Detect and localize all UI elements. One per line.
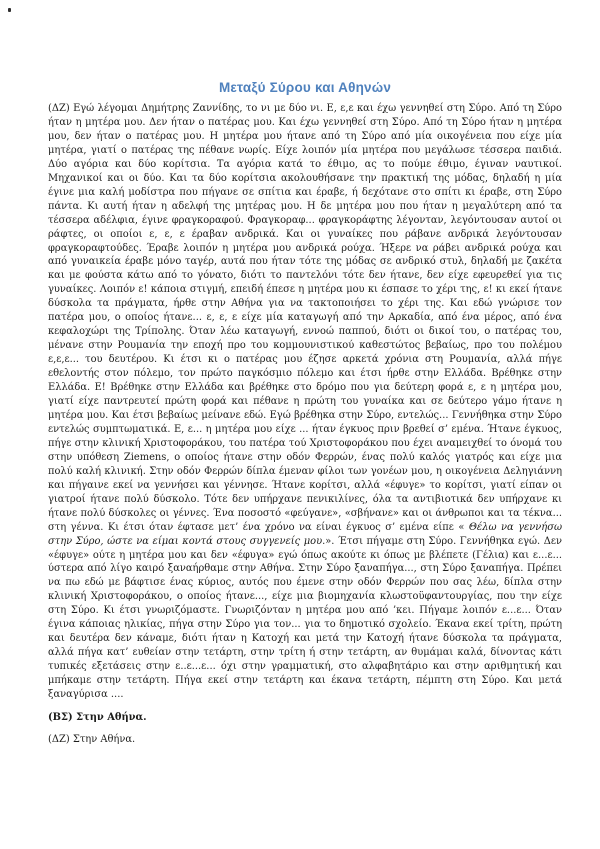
- dialogue-paragraph: [48, 102, 562, 702]
- speaker-line-bs: (ΒΣ) Στην Αθήνα.: [48, 711, 147, 723]
- paragraph-segment: (ΔΖ) Εγώ λέγομαι Δημήτρης Ζαννίδης, το νι με δύο νι. Ε, ε,ε και έχω γεννηθεί στη Σύρο. Από τη Σύρο ήταν η μητέρα μου. Δεν ήταν ο πατέρας μου. Και έχω γεννηθεί στη Σύρο. Από τη Σύρο ήταν η μητέρα μου, δεν ήταν ο πατέρας μου. Η μητέρα μου ήτανε από τη Σύρο από μία οικογένεια που είχε μία μητέρα, γιατί ο πατέρας της πέθανε νωρίς. Είχε λοιπόν μία μητέρα που μεγάλωσε τέσσερα παιδιά. Δύο αγόρια και δύο κορίτσια. Τα αγόρια κατά το έθιμο, ας το πούμε έθιμο, έγιναν ναυτικοί. Μηχανικοί και οι δύο. Και τα δύο κορίτσια ακολουθήσανε την πρακτική της μόδας, δηλαδή η μία έγινε μια καλή μοδίστρα που πήγανε σε σπίτια και έραβε, ή δεχότανε στο σπίτι κι έραβε, στη Σύρο πάντα. Κι αυτή ήταν η αδελφή της μητέρας μου. Η δε μητέρα μου που ήταν η μεγαλύτερη από τα τέσσερα αδέλφια, έγινε φραγκοραφού. Φραγκοραφ... φραγκοράφτης λέγονταν, λεγόντουσαν αυτοί οι ράφτες, οι οποίοι ε, ε, ε έραβαν ανδρικά. Και οι γυναίκες που ράβανε ανδρικά λεγόντουσαν φραγκοραφτούδες. Έραβε λοιπόν η μητέρα μου ανδρικά ρούχα. Ήξερε να ράβει ανδρικά ρούχα και από γυναικεία έραβε μόνο ταγέρ, αυτά που ήταν τότε της μόδας σε ανδρικό στυλ, δηλαδή με ζακέτα και με φούστα κάτω από το γόνατο, διότι το παντελόνι τότε δεν ήτανε, δεν είχε εφευρεθεί για τις γυναίκες. Λοιπόν ε! κάποια στιγμή, επειδή έπεσε η μητέρα μου κι έσπασε το χέρι της, ε! κι εκεί ήτανε δύσκολα τα πράγματα, ήρθε στην Αθήνα για να τακτοποιήσει το χέρι της. Και εδώ γνώρισε τον πατέρα μου, ο οποίος ήτανε... ε, ε, ε είχε μία καταγωγή από την Αρκαδία, από ένα μέρος, από ένα κεφαλοχώρι της Τρίπολης. Όταν λέω καταγωγή, εννοώ παππού, διότι οι δικοί του, ο πατέρας του, μένανε στην Ρουμανία την εποχή προ του κομμουνιστικού καθεστώτος βεβαίως, προ του πολέμου ε,ε,ε... του δευτέρου. Κι έτσι κι ο πατέρας μου έζησε αρκετά χρόνια στη Ρουμανία, αλλά πήγε εθελοντής στον πόλεμο, τον πρώτο παγκόσμιο πόλεμο και έτσι ήρθε στην Ελλάδα. Βρέθηκε στην Ελλάδα. Ε! Βρέθηκε στην Ελλάδα και βρέθηκε στο δρόμο που για δεύτερη φορά ε, ε η μητέρα μου, γιατί είχε παντρευτεί πρώτη φορά και πέθανε η πρώτη του γυναίκα και σε δεύτερο γάμο ήτανε η μητέρα μου. Και έτσι βεβαίως μείνανε εδώ. Εγώ βρέθηκα στην Σύρο, εντελώς... Γεννήθηκα στην Σύρο εντελώς συμπτωματικά. Ε, ε... η μητέρα μου είχε ... ήταν έγκυος πριν βρεθεί σ’ εμένα. Ήτανε έγκυος, πήγε στην κλινική Χριστοφοράκου, του πατέρα τού Χριστοφοράκου που έχει αναμειχθεί το όνομά του στην υπόθεση Ziemens, ο οποίος ήτανε στην οδόν Φερρών, ένας πολύ καλός γιατρός και είχε μια πολύ καλή κλινική. Στην οδόν Φερρών δίπλα έμεναν φίλοι των γονέων μου, η οικογένεια Δεληγιάννη και πήγαινε εκεί να γεννήσει και γέννησε. Ήτανε κορίτσι, αλλά «έφυγε» το κορίτσι, γιατί είπαν οι γιατροί ήτανε πολύ δύσκολο. Τότε δεν υπήρχανε πενικιλίνες, όλα τα αντιβιοτικά δεν υπήρχανε κι ήτανε πολύ δύσκολες οι γέννες. Ένα ποσοστό «φεύγανε», «σβήνανε» και οι άνθρωποι και τα τέκνα... στη γέννα. Κι έτσι όταν έφτασε μετ’ ένα χρόνο να είναι έγκυος σ’ εμένα είπε «: [48, 103, 562, 533]
- scan-artifact-dot: [8, 8, 11, 12]
- paragraph-segment: Θέλω να γεννήσω στην Σύρο, ώστε να είμαι κοντά στους συγγενείς μου.: [48, 521, 562, 547]
- paragraph-segment: ». Έτσι πήγαμε στη Σύρο. Γεννήθηκα εγώ. Δεν «έφυγε» ούτε η μητέρα μου και δεν «έφυγα» εγώ όπως ακούτε κι όπως με βλέπετε (Γέλια) και ε...ε... ύστερα από λίγο καιρό ξαναήρθαμε στην Αθήνα. Στην Σύρο ξαναπήγα..., στη Σύρο ξαναπήγα. Πρέπει να πω εδώ με βάφτισε ένας κύριος, αυτός που έμενε στην οδόν Φερρών που σας λέω, δίπλα στην κλινική Χριστοφοράκου, ο οποίος ήτανε..., είχε μια βιομηχανία κλωστοϋφαντουργίας, που την είχε στη Σύρο. Κι έτσι γνωριζόμαστε. Γνωριζόνταν η μητέρα μου από ’κει. Πήγαμε λοιπόν ε...ε... Όταν έγινα κάποιας ηλικίας, πήγα στην Σύρο για τον... για το δημοτικό σχολείο. Έκανα εκεί τρίτη, πρώτη και δευτέρα δεν κάναμε, διότι ήταν η Κατοχή και μετά την Κατοχή ήτανε δύσκολα τα πράγματα, αλλά πήγα κατ’ ευθείαν στην τετάρτη, στην τρίτη ή στην τετάρτη, αν θυμάμαι καλά, δίνοντας κάτι τυπικές εξετάσεις στην ε..ε...ε... όχι στην γραμματική, στο αλφαβητάριο και στην αριθμητική και μπήκαμε στην τετάρτη. Πήγα εκεί στην τετάρτη και έκανα τετάρτη, πέμπτη στη Σύρο. Και μετά ξαναγύρισα ....: [48, 535, 562, 701]
- document-content: [48, 80, 562, 756]
- speaker-line-dz: (ΔΖ) Στην Αθήνα.: [48, 734, 136, 746]
- document-title: Μεταξύ Σύρου και Αθηνών: [218, 80, 392, 95]
